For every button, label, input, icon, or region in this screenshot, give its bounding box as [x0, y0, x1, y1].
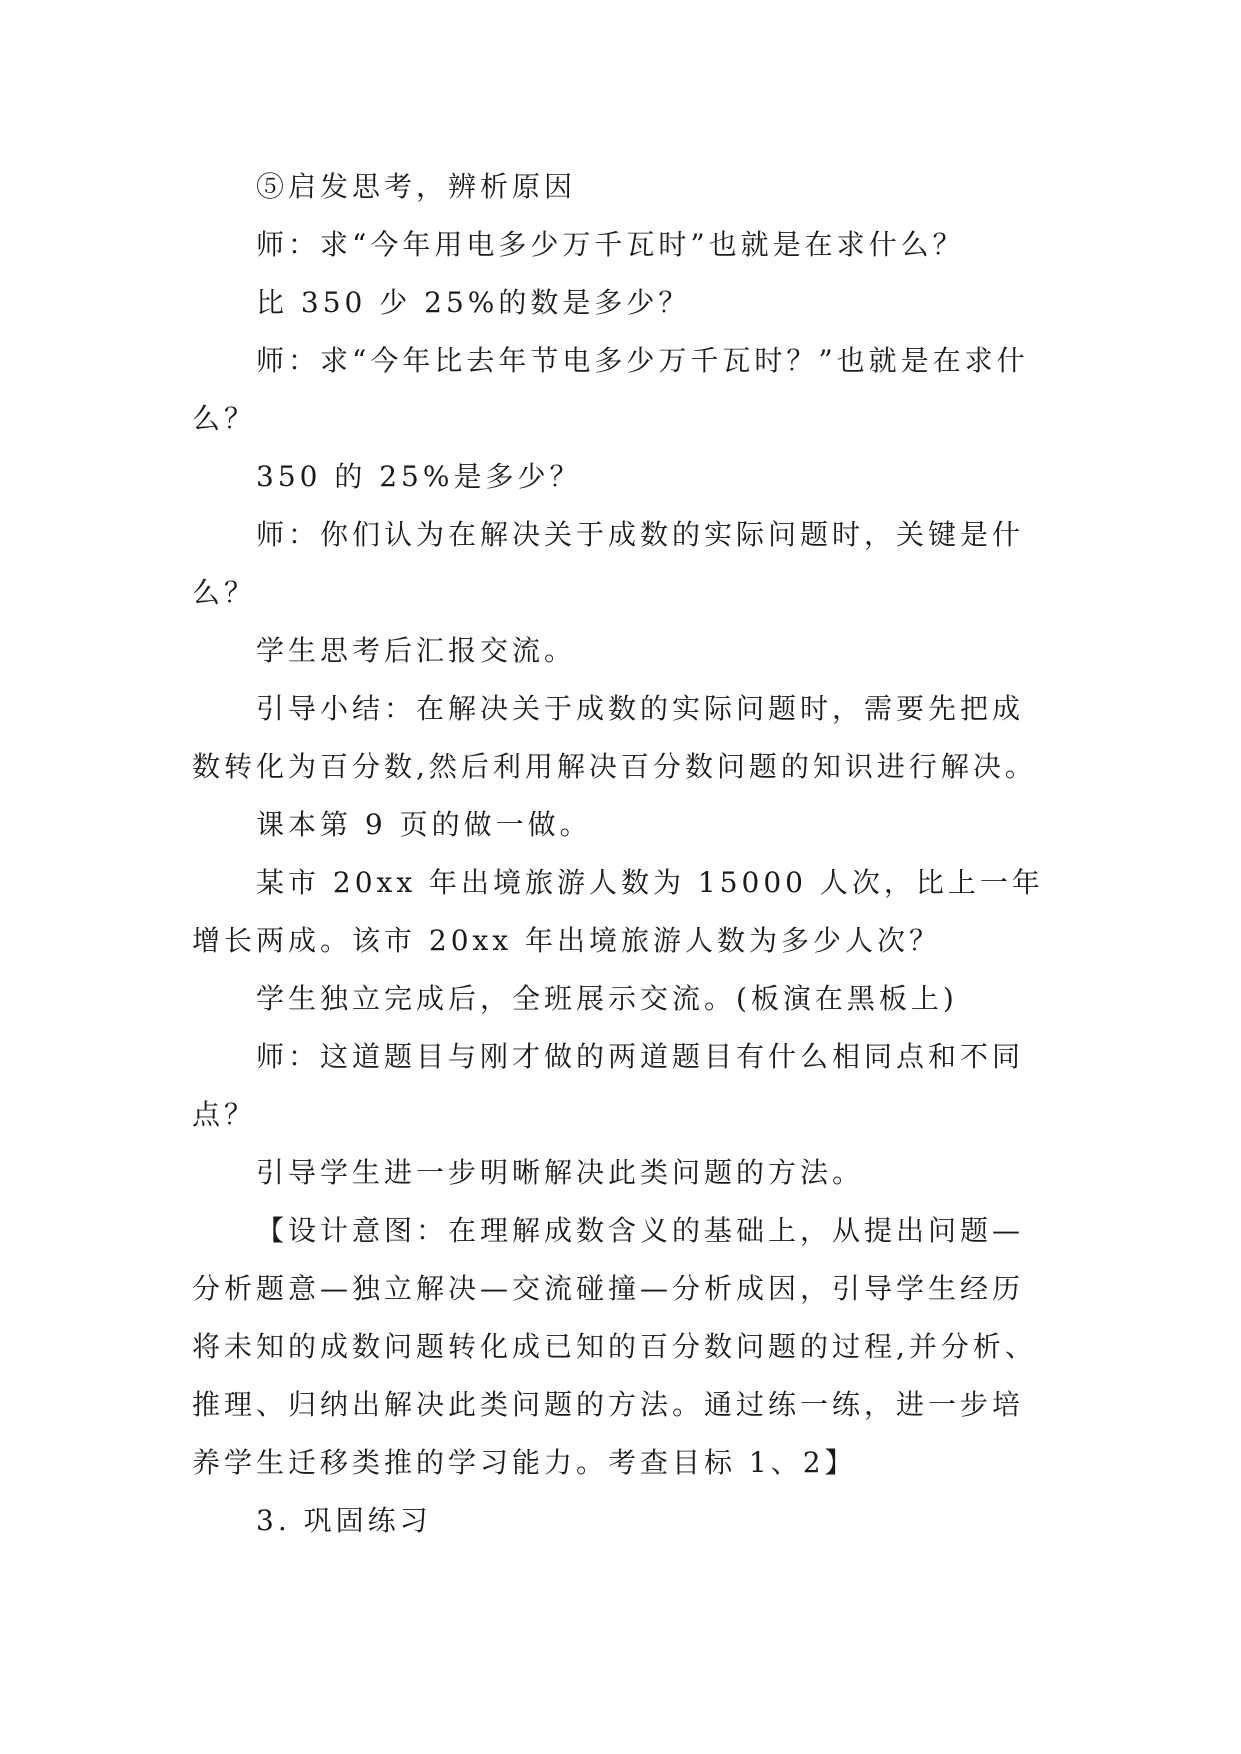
paragraph-summary: 引导小结：在解决关于成数的实际问题时，需要先把成数转化为百分数,然后利用解决百分数问题的知识进行解决。 — [192, 692, 1037, 783]
paragraph-guide-method: 引导学生进一步明晰解决此类问题的方法。 — [256, 1156, 865, 1189]
paragraph-word-problem: 某市 20xx 年出境旅游人数为 15000 人次，比上一年增长两成。该市 20xx 年出境旅游人数为多少人次？ — [192, 866, 1044, 957]
paragraph-design-intent: 【设计意图：在理解成数含义的基础上，从提出问题—分析题意—独立解决—交流碰撞—分析成因，引导学生经历将未知的成数问题转化成已知的百分数问题的过程,并分析、推理、归纳出解决此类问题的方法。通过练一练，进一步培养学生迁移类推的学习能力。考查目标 1、2】 — [192, 1214, 1037, 1479]
paragraph-teacher-question-2: 师：求“今年比去年节电多少万千瓦时？”也就是在求什么？ — [192, 344, 1029, 435]
paragraph-textbook-exercise: 课本第 9 页的做一做。 — [256, 808, 592, 841]
paragraph-teacher-question-1: 师：求“今年用电多少万千瓦时”也就是在求什么？ — [256, 228, 965, 261]
paragraph-student-independent: 学生独立完成后，全班展示交流。(板演在黑板上) — [256, 982, 958, 1015]
paragraph-section-consolidation: 3. 巩固练习 — [256, 1504, 432, 1537]
paragraph-answer-2: 350 的 25%是多少？ — [256, 460, 582, 493]
paragraph-teacher-question-3: 师：你们认为在解决关于成数的实际问题时，关键是什么？ — [192, 518, 1025, 609]
paragraph-teacher-question-4: 师：这道题目与刚才做的两道题目有什么相同点和不同点？ — [192, 1040, 1025, 1131]
paragraph-student-report: 学生思考后汇报交流。 — [256, 634, 577, 667]
paragraph-answer-1: 比 350 少 25%的数是多少？ — [256, 286, 691, 319]
document-body — [192, 158, 1052, 1550]
paragraph-heading-inspire-thinking: ⑤启发思考，辨析原因 — [256, 170, 577, 203]
